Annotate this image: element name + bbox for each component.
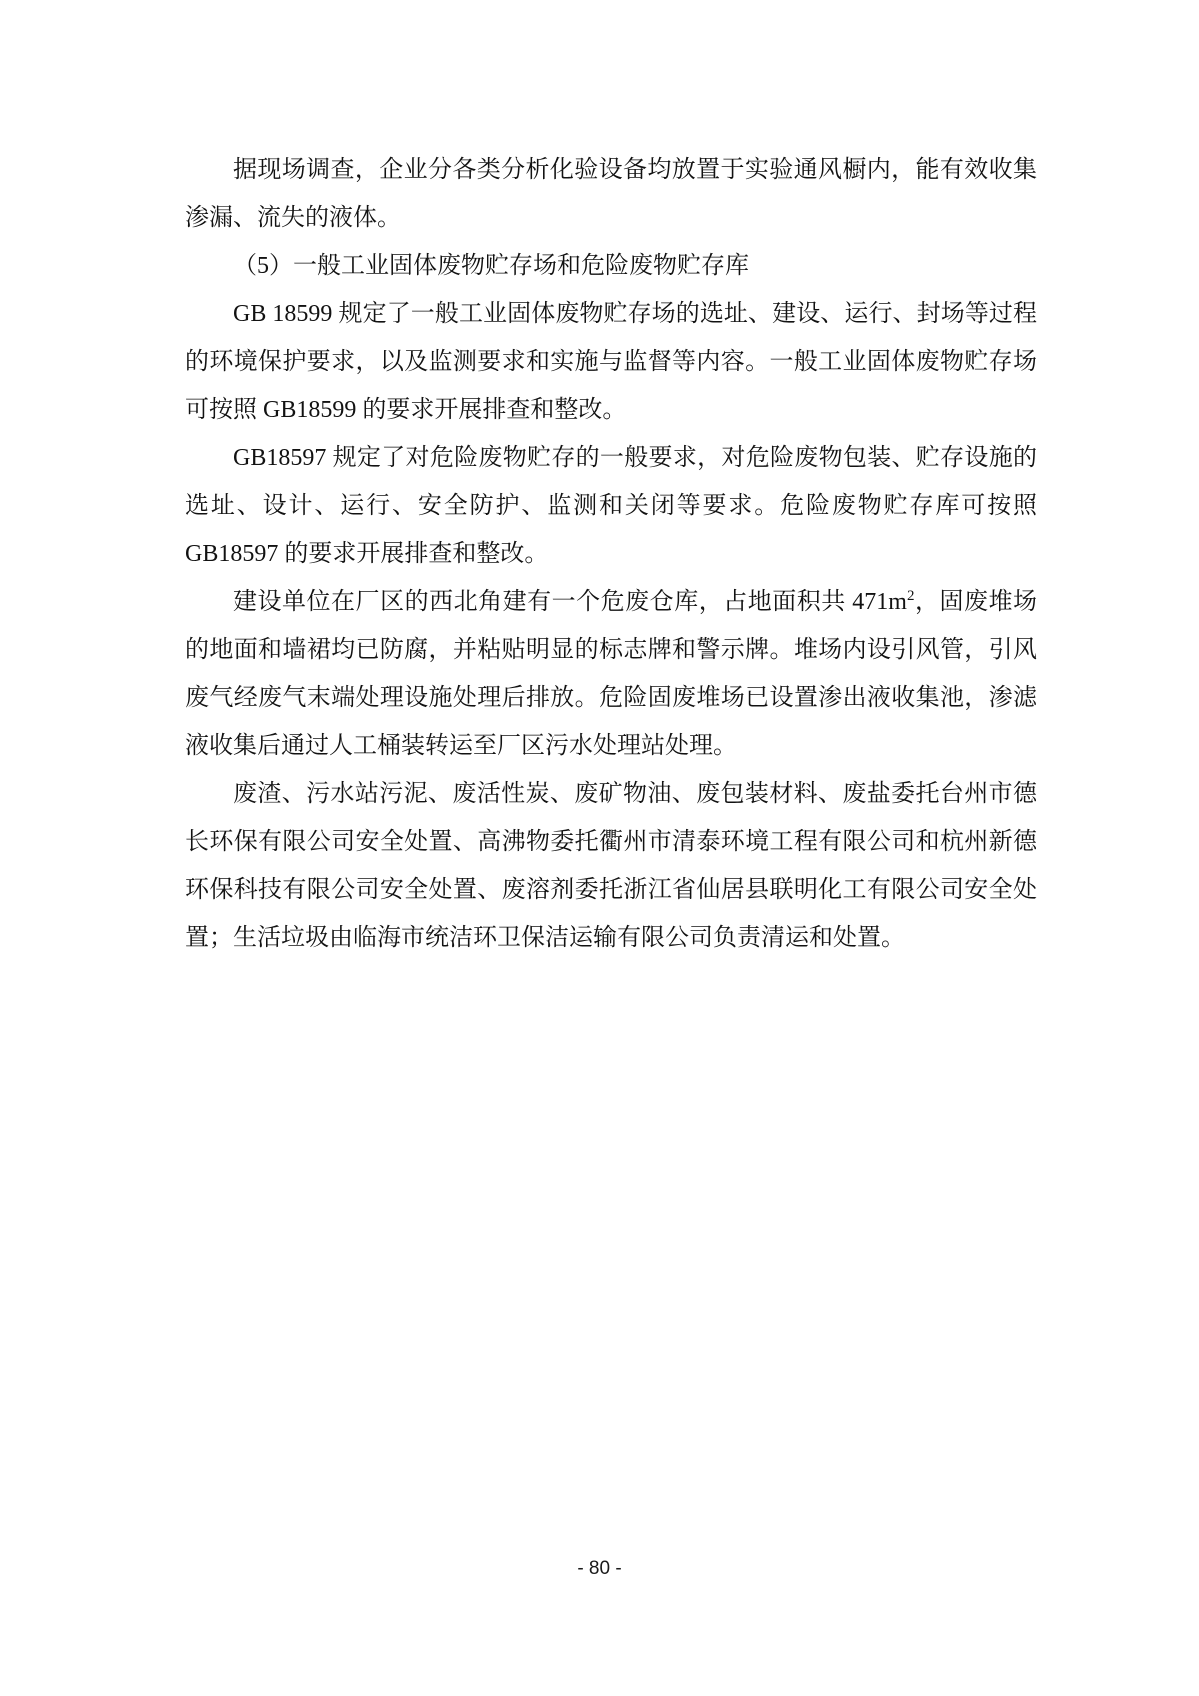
paragraph-site-survey: 据现场调查，企业分各类分析化验设备均放置于实验通风橱内，能有效收集渗漏、流失的液体。 (185, 157, 1037, 231)
warehouse-text-after-superscript: ，固废堆场的地面和墙裙均已防腐，并粘贴明显的标志牌和警示牌。堆场内设引风管，引风废气经废气末端处理设施处理后排放。危险固废堆场已设置渗出液收集池，渗滤液收集后通过人工桶装转运至厂区污水处理站处理。 (185, 589, 1038, 759)
document-body (185, 146, 1037, 962)
square-meter-superscript: 2 (906, 588, 915, 604)
page-footer (0, 1558, 1199, 1580)
page-number: - 80 - (577, 1558, 622, 1579)
paragraph-gb18597: GB18597 规定了对危险废物贮存的一般要求，对危险废物包装、贮存设施的选址、设计、运行、安全防护、监测和关闭等要求。危险废物贮存库可按照 GB18597 的要求开展排查和整改。 (185, 445, 1037, 567)
heading-item-5: （5）一般工业固体废物贮存场和危险废物贮存库 (233, 253, 749, 279)
paragraph-hazardous-warehouse (185, 578, 1037, 770)
warehouse-text-before-superscript: 建设单位在厂区的西北角建有一个危废仓库，占地面积共 471m (233, 589, 907, 615)
paragraph-gb18599: GB 18599 规定了一般工业固体废物贮存场的选址、建设、运行、封场等过程的环境保护要求，以及监测要求和实施与监督等内容。一般工业固体废物贮存场可按照 GB18599 的要求开展排查和整改。 (185, 301, 1037, 423)
paragraph-waste-disposal-entrustment: 废渣、污水站污泥、废活性炭、废矿物油、废包装材料、废盐委托台州市德长环保有限公司安全处置、高沸物委托衢州市清泰环境工程有限公司和杭州新德环保科技有限公司安全处置、废溶剂委托浙江省仙居县联明化工有限公司安全处置；生活垃圾由临海市统洁环卫保洁运输有限公司负责清运和处置。 (185, 781, 1037, 951)
